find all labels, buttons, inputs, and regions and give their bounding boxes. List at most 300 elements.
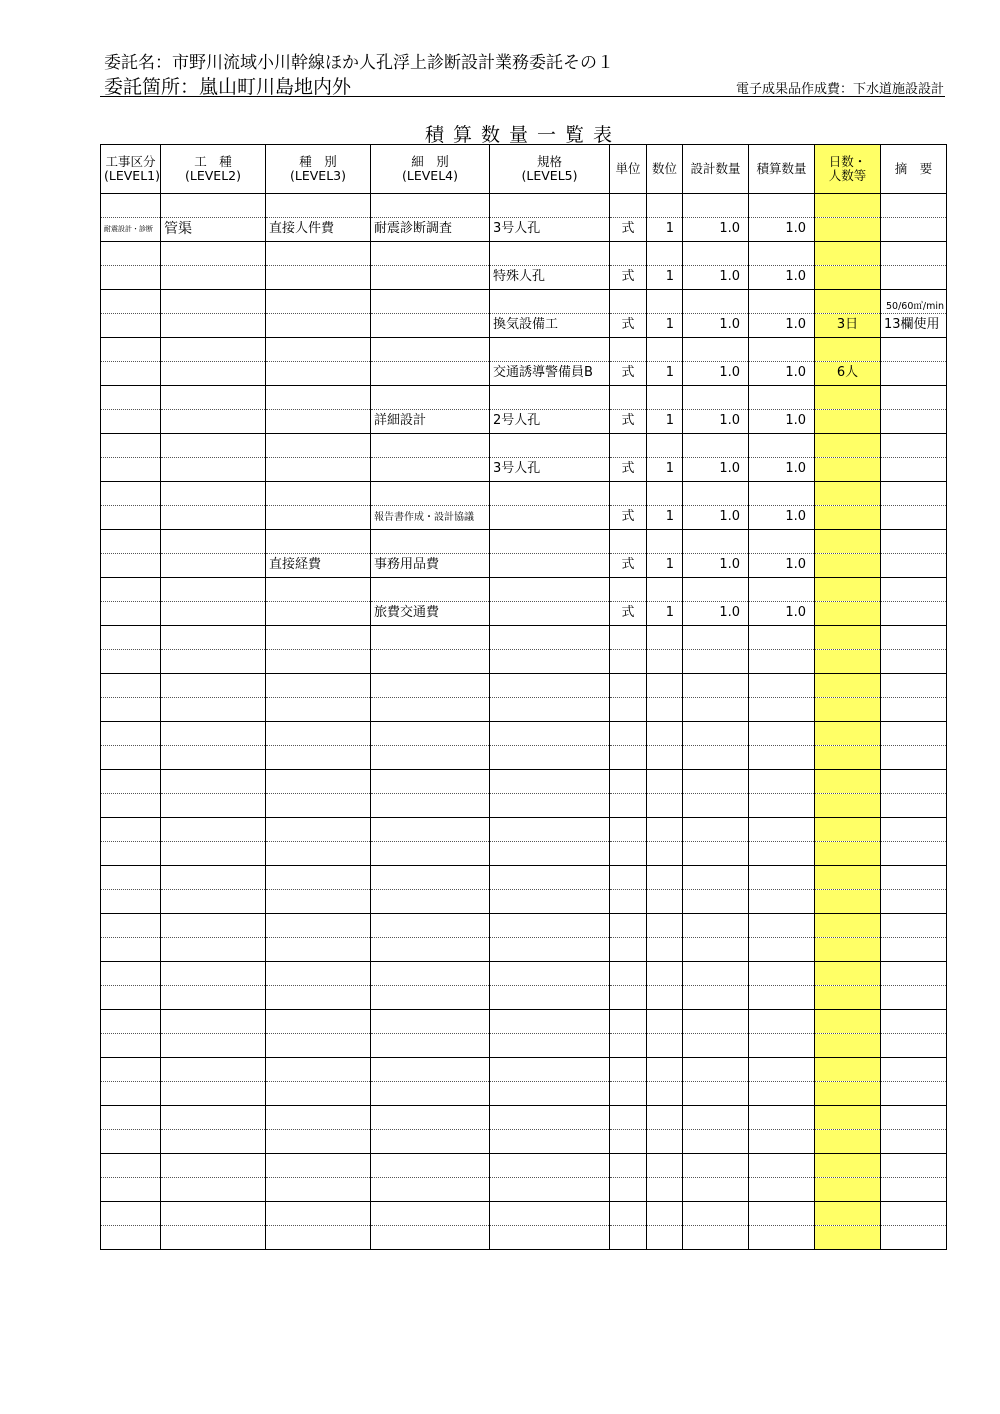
cell-level5: [490, 842, 610, 866]
cell-empty: [815, 674, 881, 698]
cell-empty: [161, 770, 266, 794]
table-row-spacer: [101, 818, 947, 842]
col-label: 細 別: [411, 153, 449, 169]
cell-level3: [266, 1178, 371, 1202]
cell-est-qty: 1.0: [749, 554, 815, 578]
cell-empty: [683, 674, 749, 698]
cell-level4: [371, 986, 490, 1010]
cell-level3: [266, 890, 371, 914]
cell-remark: 13欄使用: [881, 314, 947, 338]
cell-remark: [881, 1178, 947, 1202]
cell-level1: [101, 266, 161, 290]
cell-digit: [647, 1130, 683, 1154]
project-location: 委託箇所：嵐山町川島地内外: [104, 76, 352, 98]
col-sub: (LEVEL4): [402, 168, 458, 183]
cell-empty: [371, 578, 490, 602]
cell-empty: [749, 962, 815, 986]
cell-remark-note: [881, 962, 947, 986]
cell-level5: [490, 938, 610, 962]
cell-level4: [371, 458, 490, 482]
cell-empty: [683, 722, 749, 746]
cell-empty: [371, 914, 490, 938]
cell-level1: [101, 506, 161, 530]
table-row: [101, 698, 947, 722]
cell-empty: [266, 770, 371, 794]
cell-empty: [266, 1010, 371, 1034]
cell-remark: [881, 410, 947, 434]
cell-est-qty: [749, 890, 815, 914]
cell-level3: [266, 794, 371, 818]
cell-empty: [101, 242, 161, 266]
col-sub: (LEVEL2): [185, 168, 241, 183]
cell-empty: [371, 818, 490, 842]
cell-remark: [881, 938, 947, 962]
cell-remark-note: [881, 1058, 947, 1082]
col-header-unit: 単位: [610, 145, 647, 194]
cell-unit: [610, 938, 647, 962]
table-row: [101, 938, 947, 962]
cell-remark: [881, 602, 947, 626]
cell-level3: [266, 746, 371, 770]
cell-design-qty: [683, 794, 749, 818]
cell-empty: [647, 386, 683, 410]
cell-empty: [101, 1058, 161, 1082]
cell-empty: [101, 194, 161, 218]
cell-level3: [266, 362, 371, 386]
cell-design-qty: [683, 698, 749, 722]
cell-design-qty: [683, 938, 749, 962]
cell-empty: [371, 1058, 490, 1082]
cell-level1: [101, 1082, 161, 1106]
cell-empty: [749, 194, 815, 218]
cell-est-qty: [749, 1082, 815, 1106]
table-row: [101, 890, 947, 914]
cell-level1: 耐震設計・診断: [101, 218, 161, 242]
cell-empty: [371, 1106, 490, 1130]
table-row: [101, 1226, 947, 1250]
cell-empty: [161, 1058, 266, 1082]
cell-empty: [371, 770, 490, 794]
cell-level2: [161, 1034, 266, 1058]
cell-est-qty: [749, 938, 815, 962]
cell-digit: [647, 986, 683, 1010]
cell-empty: [815, 530, 881, 554]
cell-level1: [101, 1130, 161, 1154]
cell-level2: [161, 650, 266, 674]
cell-empty: [647, 962, 683, 986]
cell-empty: [266, 434, 371, 458]
cell-empty: [266, 1202, 371, 1226]
cell-empty: [101, 1010, 161, 1034]
cell-level2: [161, 1178, 266, 1202]
cell-design-qty: 1.0: [683, 458, 749, 482]
cell-level3: [266, 1082, 371, 1106]
cell-level1: [101, 890, 161, 914]
cell-remark: [881, 842, 947, 866]
cell-level5: [490, 602, 610, 626]
cell-empty: [266, 914, 371, 938]
cell-empty: [161, 722, 266, 746]
table-row-spacer: [101, 866, 947, 890]
cell-level3: [266, 314, 371, 338]
cell-empty: [815, 1010, 881, 1034]
cell-empty: [101, 914, 161, 938]
table-row-spacer: [101, 434, 947, 458]
cell-empty: [101, 722, 161, 746]
cell-level1: [101, 602, 161, 626]
cell-design-qty: [683, 650, 749, 674]
cell-empty: [749, 722, 815, 746]
cell-empty: [371, 674, 490, 698]
cell-est-qty: 1.0: [749, 218, 815, 242]
cell-level1: [101, 362, 161, 386]
cell-empty: [101, 962, 161, 986]
cell-design-qty: [683, 890, 749, 914]
cell-level3: [266, 266, 371, 290]
cell-remark-note: [881, 386, 947, 410]
cell-level5: [490, 890, 610, 914]
cell-level2: [161, 986, 266, 1010]
cell-design-qty: [683, 1082, 749, 1106]
cell-est-qty: 1.0: [749, 410, 815, 434]
cell-design-qty: [683, 1178, 749, 1202]
cell-empty: [371, 530, 490, 554]
cell-empty: [266, 674, 371, 698]
cell-empty: [161, 482, 266, 506]
cell-empty: [815, 1058, 881, 1082]
cell-empty: [266, 386, 371, 410]
cell-empty: [683, 1202, 749, 1226]
cell-empty: [815, 818, 881, 842]
cell-unit: [610, 698, 647, 722]
cell-remark: [881, 794, 947, 818]
table-row: [101, 410, 947, 434]
cell-empty: [647, 530, 683, 554]
cell-level5: [490, 746, 610, 770]
cell-est-qty: 1.0: [749, 506, 815, 530]
cell-digit: [647, 650, 683, 674]
table-row-spacer: [101, 338, 947, 362]
cell-level3: [266, 1130, 371, 1154]
cell-remark-note: [881, 1202, 947, 1226]
cell-est-qty: 1.0: [749, 266, 815, 290]
cell-days: [815, 890, 881, 914]
cell-design-qty: [683, 842, 749, 866]
cell-remark-note: [881, 1106, 947, 1130]
cell-empty: [101, 1202, 161, 1226]
cell-remark: [881, 746, 947, 770]
cell-empty: [647, 914, 683, 938]
cell-digit: 1: [647, 602, 683, 626]
cell-empty: [749, 386, 815, 410]
cell-level3: [266, 458, 371, 482]
cell-empty: [815, 386, 881, 410]
cell-level2: [161, 794, 266, 818]
cell-empty: [647, 1154, 683, 1178]
cell-level2: [161, 602, 266, 626]
cell-empty: [683, 1106, 749, 1130]
cell-empty: [815, 866, 881, 890]
cell-unit: [610, 650, 647, 674]
cell-empty: [647, 818, 683, 842]
col-header-level4: [371, 145, 490, 194]
cell-empty: [610, 914, 647, 938]
cell-level4: [371, 1130, 490, 1154]
cell-level1: [101, 1226, 161, 1250]
table-row-spacer: [101, 674, 947, 698]
cell-remark-note: [881, 722, 947, 746]
cell-remark-note: 50/60㎥/min: [881, 290, 947, 314]
table-row-spacer: [101, 962, 947, 986]
cell-empty: [371, 1010, 490, 1034]
cell-level3: 直接経費: [266, 554, 371, 578]
cell-level5: [490, 698, 610, 722]
cell-empty: [161, 386, 266, 410]
table-row: [101, 1034, 947, 1058]
cell-level2: [161, 842, 266, 866]
cell-level4: 報告書作成・設計協議: [371, 506, 490, 530]
table-row-spacer: [101, 1106, 947, 1130]
table-row-spacer: [101, 1010, 947, 1034]
cell-empty: [815, 1202, 881, 1226]
cell-unit: [610, 1034, 647, 1058]
cell-empty: [490, 386, 610, 410]
cell-empty: [749, 290, 815, 314]
cell-level3: [266, 698, 371, 722]
cell-empty: [647, 1058, 683, 1082]
cell-empty: [101, 770, 161, 794]
cell-remark-note: [881, 530, 947, 554]
cell-level2: [161, 458, 266, 482]
cell-est-qty: [749, 1130, 815, 1154]
cell-level5: [490, 506, 610, 530]
cell-empty: [161, 338, 266, 362]
cell-level5: [490, 1034, 610, 1058]
cell-empty: [610, 194, 647, 218]
cell-empty: [610, 626, 647, 650]
cell-empty: [610, 1154, 647, 1178]
cell-empty: [815, 290, 881, 314]
col-header-digit: 数位: [647, 145, 683, 194]
cell-empty: [490, 722, 610, 746]
cell-remark: [881, 266, 947, 290]
cell-empty: [683, 770, 749, 794]
cell-est-qty: [749, 746, 815, 770]
cell-empty: [647, 434, 683, 458]
cell-level5: 特殊人孔: [490, 266, 610, 290]
table-row: [101, 1082, 947, 1106]
cell-empty: [490, 866, 610, 890]
cell-empty: [490, 1106, 610, 1130]
cell-empty: [266, 578, 371, 602]
cell-remark: [881, 218, 947, 242]
cell-level3: [266, 986, 371, 1010]
cell-empty: [815, 338, 881, 362]
cell-design-qty: [683, 986, 749, 1010]
cell-level2: [161, 1226, 266, 1250]
cell-empty: [101, 482, 161, 506]
cell-remark-note: [881, 242, 947, 266]
cell-empty: [683, 962, 749, 986]
cell-level1: [101, 842, 161, 866]
cell-empty: [101, 626, 161, 650]
cell-remark: [881, 986, 947, 1010]
table-body: [101, 194, 947, 1250]
col-sub: (LEVEL1): [104, 168, 160, 183]
cell-unit: [610, 1178, 647, 1202]
cell-level1: [101, 1034, 161, 1058]
cell-empty: [647, 626, 683, 650]
cell-empty: [683, 578, 749, 602]
cell-remark: [881, 506, 947, 530]
cell-remark-note: [881, 1154, 947, 1178]
table-row-spacer: [101, 194, 947, 218]
cell-empty: [683, 338, 749, 362]
cell-empty: [815, 434, 881, 458]
cell-design-qty: 1.0: [683, 506, 749, 530]
cell-empty: [815, 722, 881, 746]
cell-level2: [161, 746, 266, 770]
cell-empty: [490, 290, 610, 314]
cell-empty: [647, 578, 683, 602]
col-sub: 人数等: [828, 168, 867, 183]
cell-digit: 1: [647, 458, 683, 482]
cell-level5: 2号人孔: [490, 410, 610, 434]
table-row-spacer: [101, 914, 947, 938]
cell-empty: [815, 962, 881, 986]
cell-level2: [161, 1130, 266, 1154]
cell-remark: [881, 1130, 947, 1154]
col-header-design-qty: 設計数量: [683, 145, 749, 194]
cell-level3: [266, 938, 371, 962]
cell-level4: [371, 1178, 490, 1202]
cell-level1: [101, 314, 161, 338]
cell-empty: [161, 530, 266, 554]
cell-level2: [161, 890, 266, 914]
table-row: [101, 794, 947, 818]
cell-design-qty: [683, 746, 749, 770]
col-sub: (LEVEL3): [290, 168, 346, 183]
cell-empty: [490, 530, 610, 554]
cell-empty: [610, 530, 647, 554]
quantity-table: [100, 144, 947, 1250]
table-row-spacer: [101, 770, 947, 794]
cell-empty: [161, 242, 266, 266]
cell-empty: [490, 674, 610, 698]
cell-level5: 換気設備工: [490, 314, 610, 338]
cell-empty: [647, 1202, 683, 1226]
cell-empty: [490, 1202, 610, 1226]
cell-empty: [683, 242, 749, 266]
col-label: 日数・: [828, 153, 867, 169]
cell-level1: [101, 650, 161, 674]
cell-est-qty: 1.0: [749, 314, 815, 338]
col-label: 工 種: [194, 153, 232, 169]
cell-empty: [266, 626, 371, 650]
cell-empty: [683, 626, 749, 650]
cell-days: [815, 1034, 881, 1058]
cell-remark-note: [881, 674, 947, 698]
table-row: [101, 1178, 947, 1202]
cell-level4: [371, 1034, 490, 1058]
cell-empty: [490, 242, 610, 266]
cell-days: [815, 746, 881, 770]
table-row: [101, 986, 947, 1010]
cell-empty: [490, 770, 610, 794]
cell-empty: [490, 626, 610, 650]
cell-unit: 式: [610, 554, 647, 578]
cell-empty: [749, 626, 815, 650]
cell-empty: [647, 674, 683, 698]
cell-empty: [749, 1202, 815, 1226]
cell-days: [815, 1082, 881, 1106]
cell-empty: [266, 194, 371, 218]
cell-level2: [161, 554, 266, 578]
cell-days: [815, 266, 881, 290]
cell-empty: [266, 1106, 371, 1130]
cell-level2: [161, 314, 266, 338]
cell-empty: [610, 290, 647, 314]
cell-empty: [371, 386, 490, 410]
cell-empty: [749, 482, 815, 506]
cell-digit: 1: [647, 362, 683, 386]
cell-empty: [161, 1010, 266, 1034]
cell-unit: 式: [610, 410, 647, 434]
cell-empty: [815, 242, 881, 266]
cell-digit: [647, 1226, 683, 1250]
cell-empty: [749, 1058, 815, 1082]
cell-level5: [490, 554, 610, 578]
cell-empty: [101, 866, 161, 890]
cell-unit: 式: [610, 218, 647, 242]
cell-days: [815, 554, 881, 578]
cell-empty: [266, 242, 371, 266]
cell-empty: [371, 1202, 490, 1226]
cell-empty: [815, 770, 881, 794]
cell-design-qty: 1.0: [683, 266, 749, 290]
cell-empty: [266, 866, 371, 890]
cell-days: [815, 794, 881, 818]
cell-level4: [371, 746, 490, 770]
cell-empty: [647, 290, 683, 314]
cell-empty: [683, 1010, 749, 1034]
cell-remark: [881, 1082, 947, 1106]
cell-empty: [161, 194, 266, 218]
cell-empty: [101, 386, 161, 410]
cell-empty: [101, 578, 161, 602]
cell-remark-note: [881, 482, 947, 506]
table-row-spacer: [101, 530, 947, 554]
cell-empty: [610, 1106, 647, 1130]
cell-unit: [610, 890, 647, 914]
cell-empty: [490, 1010, 610, 1034]
cell-unit: 式: [610, 458, 647, 482]
cell-empty: [161, 578, 266, 602]
col-header-level3: [266, 145, 371, 194]
cell-empty: [266, 818, 371, 842]
col-header-est-qty: 積算数量: [749, 145, 815, 194]
cell-empty: [490, 578, 610, 602]
cell-empty: [749, 530, 815, 554]
header-divider: [100, 96, 945, 97]
cell-empty: [371, 1154, 490, 1178]
cell-empty: [749, 914, 815, 938]
cell-digit: 1: [647, 410, 683, 434]
col-sub: (LEVEL5): [521, 168, 578, 183]
cell-unit: 式: [610, 266, 647, 290]
cell-days: [815, 410, 881, 434]
cell-empty: [266, 530, 371, 554]
